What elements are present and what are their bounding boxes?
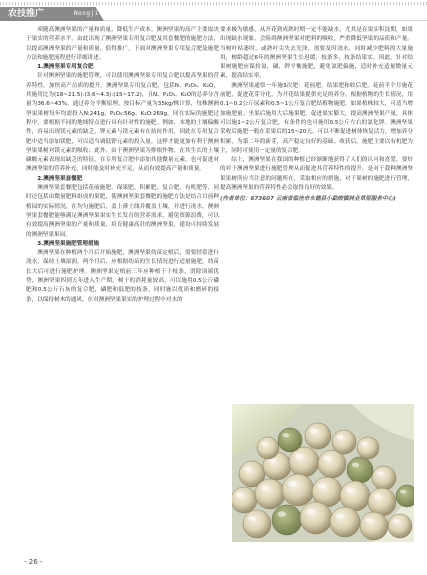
macadamia-nut (368, 488, 396, 516)
macadamia-nuts-photo (232, 404, 414, 542)
nut-highlight (288, 481, 297, 487)
nut-highlight (336, 513, 344, 518)
nut-highlight (400, 490, 406, 494)
macadamia-nut (318, 450, 346, 478)
nut-highlight (392, 519, 399, 523)
nut-highlight (236, 492, 243, 497)
macadamia-nut (243, 510, 271, 538)
section-subtitle: Nongji Tuiguang (74, 10, 136, 17)
macadamia-nut (282, 474, 314, 506)
macadamia-husk (278, 428, 302, 452)
macadamia-nut (330, 507, 360, 537)
macadamia-nut (360, 512, 388, 540)
section-label: 农技推广 (8, 9, 45, 19)
nut-highlight (244, 466, 251, 471)
nut-highlight (361, 442, 367, 446)
left-section-heading: 1.澳洲坚果专用复合肥 (37, 64, 94, 71)
nut-highlight (295, 453, 303, 458)
nut-highlight (336, 435, 343, 439)
macadamia-nut (255, 479, 285, 509)
macadamia-nut (257, 437, 279, 459)
page-number: - 26 - (24, 558, 43, 566)
nut-highlight (318, 483, 326, 488)
left-paragraph: 针对澳洲坚果的施肥管理，可以使用澳洲坚果专用复合肥以提高坚果的营养特性，加快高产员质的提升。澳洲坚果专用复合肥，包括N、P₂O₅、K₂O，其施用比为(18~21.5):(3.6~4.3):(15~17.2)，且N、P₂O₅、K₂O的总养分含量为36.6~43%。通过养分平衡原理，按目标产量为35kg/株计算，每株澳洲坚果果树每年均需投入N:241g、P₂O₅:56g、K₂O:269g。同在实际的施肥过程中，要根据不同的地域特点进行具有针对性的施肥。例如，本地的土壤偏酸性，容易出现镁元素的缺乏，钾元素与镁元素有在拮抗作用，因此在专用复合肥中适当添加镁肥，可以适当调低钾元素的投入量。这样才能更加有利于澳洲坚果果树对镁元素的吸收；此外，由于澳洲坚果为排根作物，在其生长的土壤磷酸元素表现出缺乏的特征，在专用复合肥中添加其他微量元素，也可促进对澳洲坚果的营养补充，同时能及时补充不足，从而有效提高产量和质量。 (26, 73, 219, 173)
left-section-heading: 2.澳洲坚果套餐肥 (37, 175, 83, 182)
left-section-heading: 3.澳洲坚果施肥管理措施 (37, 240, 100, 247)
macadamia-nuts-illustration (232, 404, 414, 542)
nut-highlight (306, 509, 315, 515)
nut-highlight (248, 516, 256, 521)
macadamia-nut (388, 514, 412, 538)
nut-highlight (261, 442, 267, 446)
left-paragraph: 须随高澳洲坚果的产量和质量，降低生产成本。澳洲坚果的高产主要取决于果实的营养水平。由此出现了澳洲坚果专用复合肥及其套餐肥的施肥方法，以提高澳洲坚果的产量和质量，值得推广。下面对澳洲坚果专用复合肥及施肥方法和施肥流程进行详细讲述。 (26, 27, 219, 61)
nut-highlight (373, 494, 381, 499)
nut-highlight (376, 471, 383, 475)
header-decorative-strip (0, 2, 427, 5)
macadamia-nut (300, 502, 332, 534)
right-paragraph: 要求极为敏感，从开花到成熟时期一定不能缺水，尤其是在果实积淀期，如果出现缺水现象，会阻碍澳洲坚果对肥料的吸收，严重降低坚果的品质和产量。当树叶枯萎时，或熟叶尖失去光泽，需要及时浇水，同时减少肥料的大量施用，树龄超过6年的澳洲坚果生长迟缓，枝条多，枝条结果实，因此，针对结果树施肥应保持氮，磷，钾平衡施肥，避免氮肥偏施，适时补充适量微量元素，提高结实率。 (220, 27, 413, 80)
macadamia-nut (357, 437, 379, 459)
nut-highlight (261, 485, 269, 490)
header-rule (104, 20, 427, 21)
nut-highlight (310, 428, 317, 433)
nut-highlight (282, 433, 289, 437)
left-paragraph: 澳洲坚果套餐肥包括花前施肥、保果肥、积累肥、复合肥、有机肥等，同时还包括由微量肥料组成的果肥，使澳洲坚果套餐肥的施肥方法是结合目前种植园的实际情况，在均匀施肥后，盖上薄土线并覆盖土壤，并进行浇水。澳洲坚果套餐肥能够满足澳洲坚果果实生长发育的营养需求，避免资源浪费，可以有效提高澳洲坚果的产量和质量，培育健康高壮的澳洲坚果，建设可持续发展的澳洲坚果果园。 (26, 185, 219, 238)
right-column (220, 26, 413, 396)
macadamia-nut (305, 423, 331, 449)
nut-highlight (278, 511, 286, 516)
left-column (26, 26, 219, 550)
macadamia-nut (372, 466, 396, 490)
nut-highlight (346, 487, 354, 492)
macadamia-nut (340, 481, 370, 511)
macadamia-husk (347, 457, 373, 483)
author-affiliation: (作者单位：673607 云南省临沧市永德县小勐统镇林业草原服务中心) (220, 196, 396, 203)
macadamia-husk (272, 505, 302, 535)
macadamia-nut (332, 430, 356, 454)
right-paragraph: 综上，澳洲坚果在我国的种植已经渐渐地获得了人们的认可和喜爱，要好的对于澳洲坚果进行施肥管理从而促进其营养特性的提升，是对于我种澳洲坚果果树所应当注意的问题所在，采取相应的措施，对于果树的施肥进行管理，提高澳洲坚果的营养特性必会取得良好的效果。 (220, 157, 413, 192)
page-header (0, 0, 427, 22)
macadamia-nut (232, 487, 257, 513)
nut-highlight (352, 462, 359, 467)
nut-highlight (323, 456, 331, 461)
right-paragraph: 澳洲坚果通常一年施3次肥：花前肥、结果肥和收后肥。花前半个月施花前肥，促进花芽分化，为开花结果提供充足的养分。根据植物的生长情况，用0.1~0.2公斤尿素和0.5~1公斤复合肥结植物施肥，如果植株较大，可适当增加施肥量。坐果后施用大后施果肥，促进果实膨大，提高澳洲坚果产量，具体可以施1~2公斤复合肥，有条件的也可施用0.5公斤左右的氯化钾。澳洲坚果采收后施肥一般在采果后的15~20天，可以不断促进树体恢复活力，增加养分积累，为第二年的新芽，高产稳定良好的基础。收获后，施肥主要以有机肥为主，同时可使用一定量的复合肥。 (220, 82, 413, 154)
left-paragraph: 澳洲坚果在种植两个月后开始施肥，澳洲坚果幼苗定植后，需要经常进行浇水，保持土壤湿润。两个月后，应根据幼苗的生长情况进行适量施肥，幼苗长大后可进行施肥护理。澳洲坚果定植前三年应种植于于枝条，消除顶端优势，澳洲坚果四到五年进入生产期，树干的消耗量较高，可以施用0.5公斤磷肥和0.5公斤石灰的复合肥，磷肥和低肥的枝条，同时施以优质和磨碎的枝条，以保持树木的通风，在对澳洲坚果果实的护理过程中对水的 (26, 250, 219, 303)
nut-highlight (365, 518, 373, 523)
